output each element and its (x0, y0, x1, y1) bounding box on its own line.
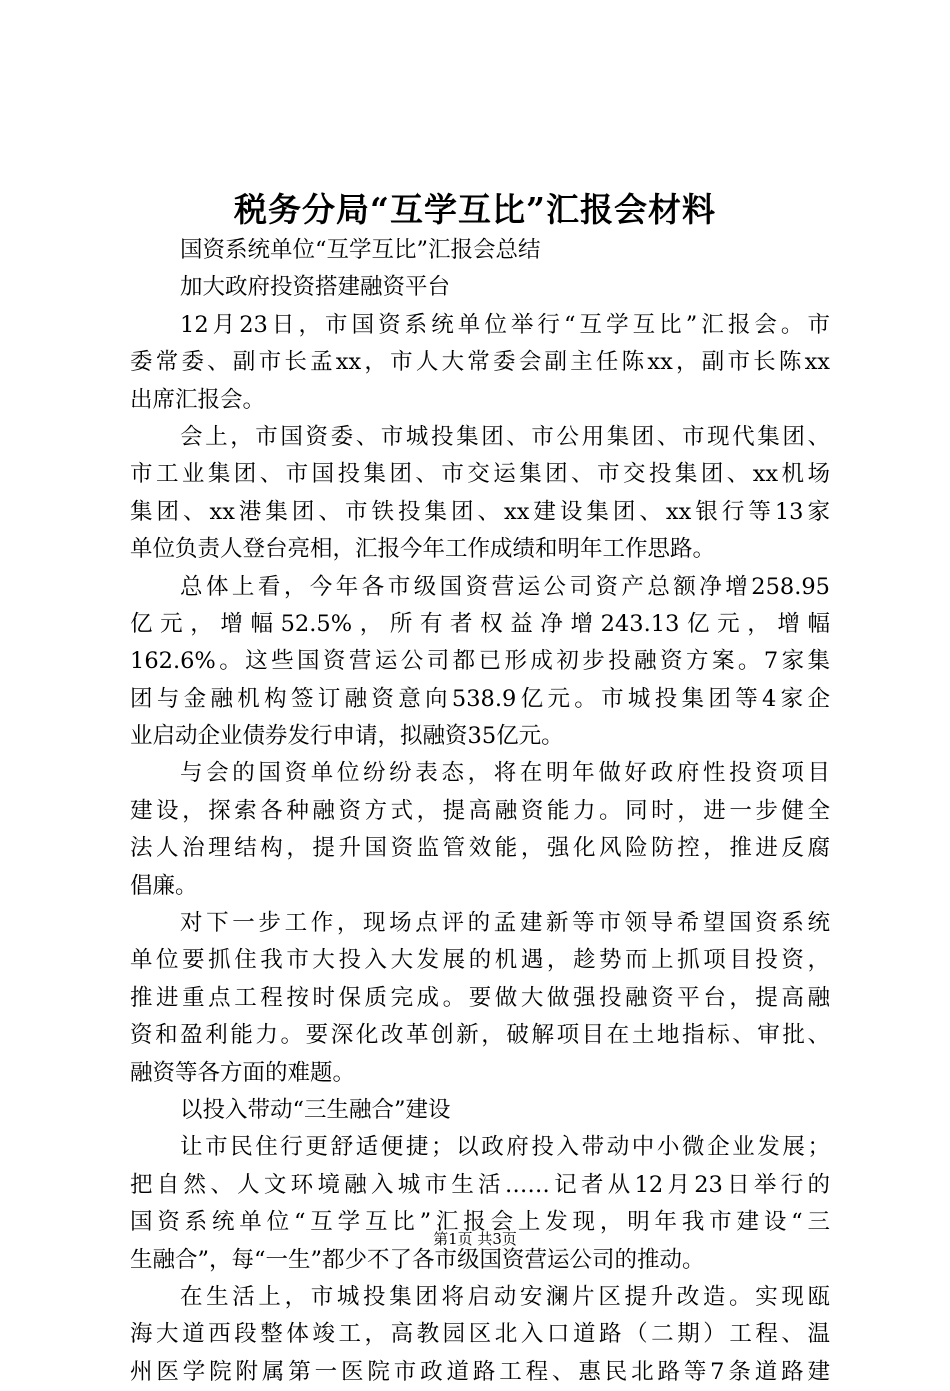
text-line: 推进重点工程按时保质完成。要做大做强投融资平台，提高融 (130, 984, 830, 1011)
text-line: 出席汇报会。 (130, 386, 266, 413)
text-line: 建设，探索各种融资方式，提高融资能力。同时，进一步健全 (130, 797, 830, 824)
text-line: 单位负责人登台亮相，汇报今年工作成绩和明年工作思路。 (130, 536, 716, 563)
document-body (130, 232, 830, 1391)
text-line: 162.6%。这些国资营运公司都已形成初步投融资方案。7家集 (130, 648, 830, 675)
text-line: 单位要抓住我市大投入大发展的机遇，趁势而上抓项目投资， (130, 947, 830, 974)
text-line: 把自然、人文环境融入城市生活……记者从12月23日举行的 (130, 1171, 830, 1198)
text-line: 让市民住行更舒适便捷；以政府投入带动中小微企业发展； (180, 1134, 830, 1161)
text-line: 倡廉。 (130, 872, 198, 899)
text-line: 业启动企业债券发行申请，拟融资35亿元。 (130, 723, 564, 750)
text-line: 与会的国资单位纷纷表态，将在明年做好政府性投资项目 (180, 760, 830, 787)
text-line: 对下一步工作，现场点评的孟建新等市领导希望国资系统 (180, 910, 830, 937)
text-line: 国资系统单位“互学互比”汇报会上发现，明年我市建设“三 (130, 1209, 830, 1236)
text-line: 集团、xx港集团、市铁投集团、xx建设集团、xx银行等13家 (130, 498, 830, 525)
text-line: 加大政府投资搭建融资平台 (180, 274, 451, 301)
text-line: 在生活上，市城投集团将启动安澜片区提升改造。实现瓯 (180, 1283, 830, 1310)
text-line: 海大道西段整体竣工，高教园区北入口道路（二期）工程、温 (130, 1321, 830, 1348)
text-line: 委常委、副市长孟xx，市人大常委会副主任陈xx，副市长陈xx (130, 349, 830, 376)
page-footer: 第1页 共3页 (433, 1230, 517, 1248)
document-title: 税务分局“互学互比”汇报会材料 (234, 190, 716, 229)
text-line: 市工业集团、市国投集团、市交运集团、市交投集团、xx机场 (130, 461, 830, 488)
text-line: 生融合”，每“一生”都少不了各市级国资营运公司的推动。 (130, 1246, 705, 1273)
text-line: 会上，市国资委、市城投集团、市公用集团、市现代集团、 (180, 423, 830, 450)
text-line: 州医学院附属第一医院市政道路工程、惠民北路等7条道路建 (130, 1358, 830, 1385)
text-line: 资和盈利能力。要深化改革创新，破解项目在土地指标、审批、 (130, 1022, 830, 1049)
text-line: 亿元，增幅52.5%，所有者权益净增243.13亿元，增幅 (130, 610, 830, 637)
text-line: 法人治理结构，提升国资监管效能，强化风险防控，推进反腐 (130, 835, 830, 862)
text-line: 12月23日，市国资系统单位举行“互学互比”汇报会。市 (180, 311, 830, 338)
text-line: 总体上看，今年各市级国资营运公司资产总额净增258.95 (180, 573, 830, 600)
text-line: 团与金融机构签订融资意向538.9亿元。市城投集团等4家企 (130, 685, 830, 712)
text-line: 以投入带动“三生融合”建设 (180, 1096, 451, 1123)
text-line: 国资系统单位“互学互比”汇报会总结 (180, 237, 541, 263)
text-line: 融资等各方面的难题。 (130, 1059, 356, 1086)
